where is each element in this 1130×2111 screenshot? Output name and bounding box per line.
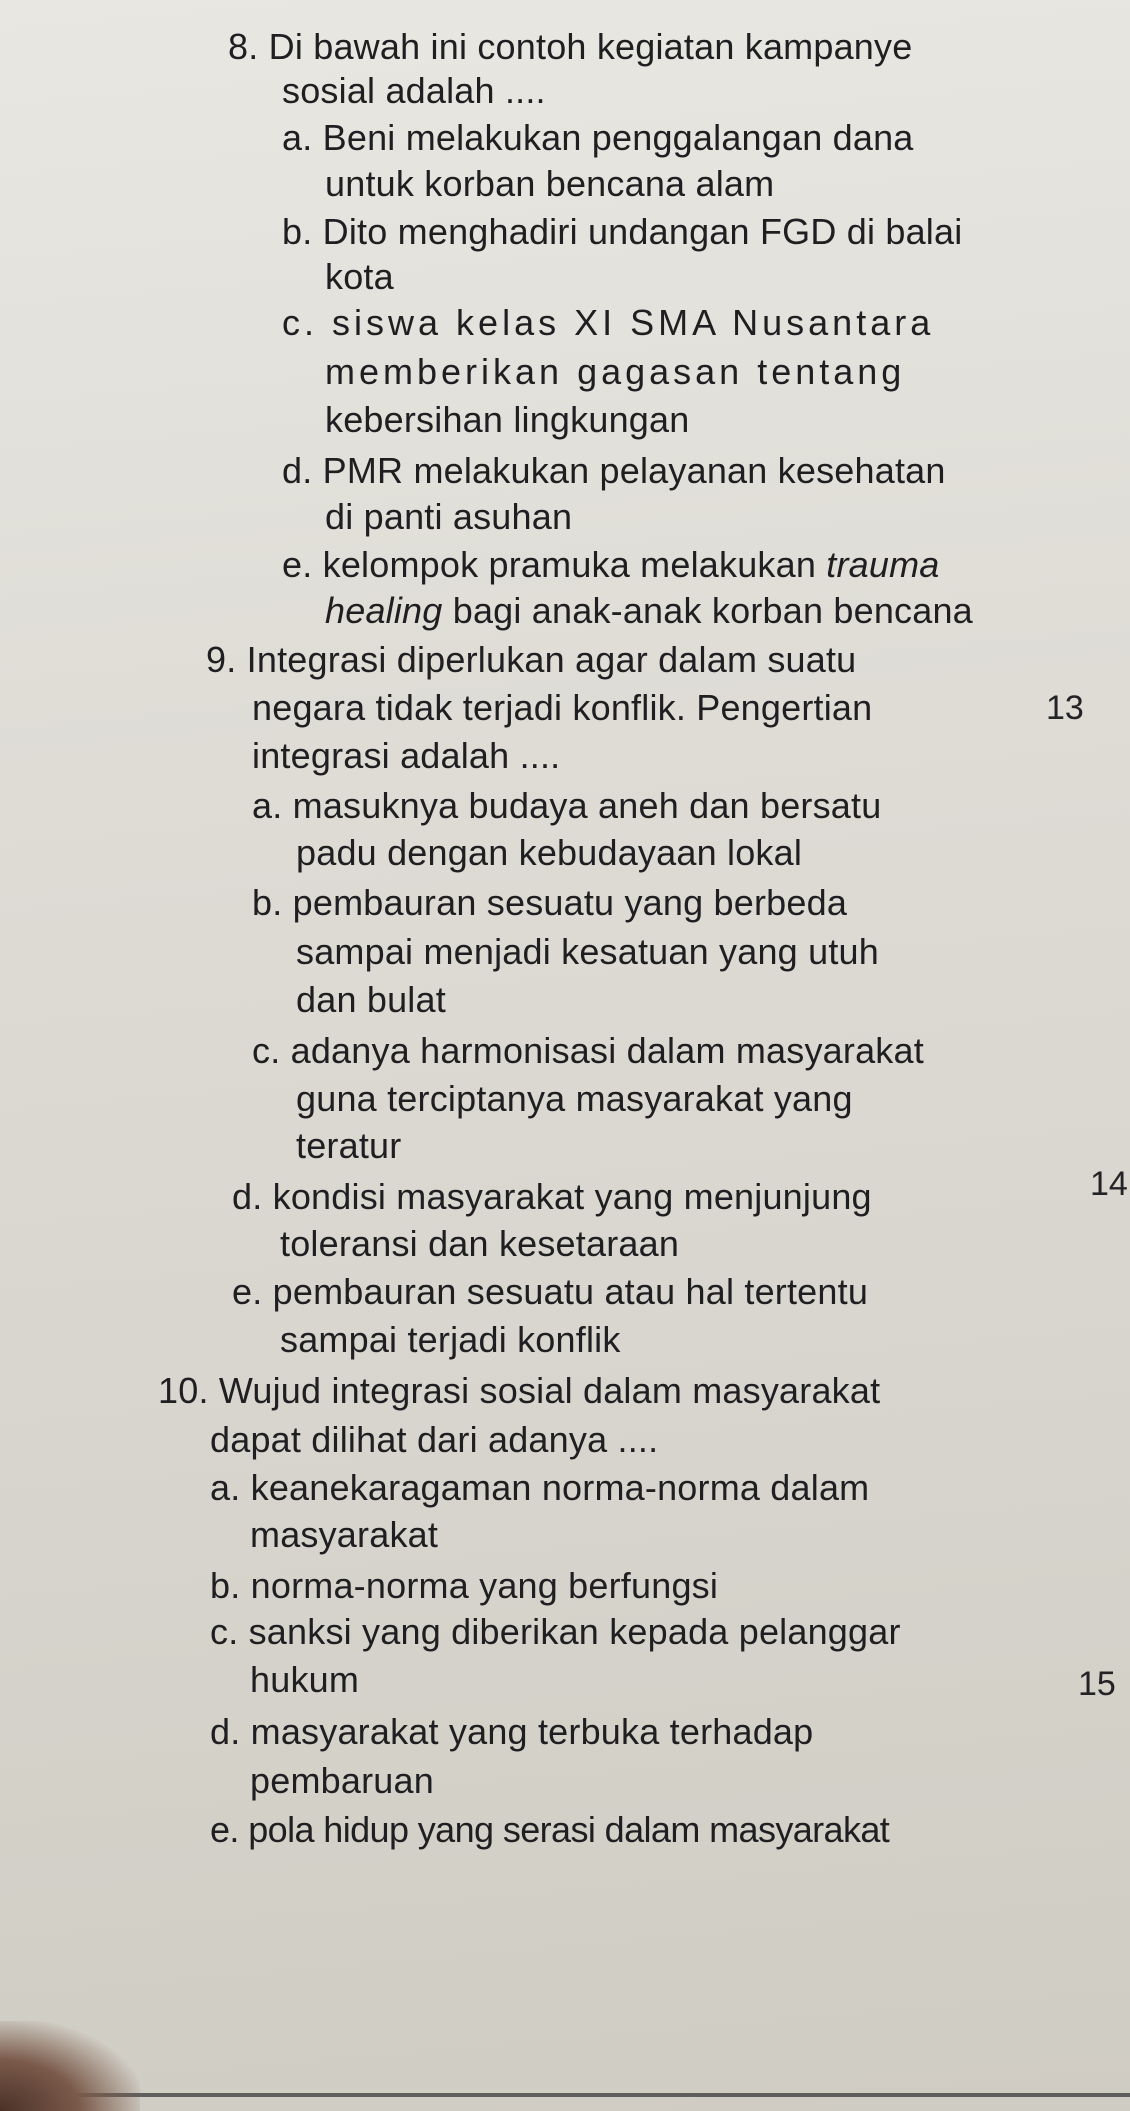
q10-option-a-text-1: keanekaragaman norma-norma dalam	[250, 1467, 870, 1508]
q9-option-e-line-1	[232, 1272, 868, 1312]
q8-option-d-label: d.	[282, 450, 313, 491]
q10-option-b-text-1: norma-norma yang berfungsi	[250, 1565, 719, 1606]
q8-option-b-line-2: kota	[325, 256, 394, 297]
page-bottom-edge	[0, 2093, 1130, 2097]
q9-option-c-label: c.	[252, 1030, 281, 1071]
q10-option-b-line-1	[210, 1566, 718, 1606]
q9-option-d-text-1: kondisi masyarakat yang menjunjung	[272, 1176, 872, 1217]
q8-option-d-line-1	[282, 451, 946, 491]
q10-option-a-line-2: masyarakat	[250, 1514, 439, 1555]
margin-number-15: 15	[1078, 1665, 1116, 1703]
q10-option-a-line-1	[210, 1468, 869, 1508]
q9-option-c-line-1	[252, 1031, 924, 1071]
q8-option-c-line-2: memberikan gagasan tentang	[325, 351, 906, 392]
q8-option-b-line-1	[282, 212, 962, 252]
q8-option-c-label: c.	[282, 302, 319, 343]
q10-option-e-line-1	[210, 1810, 889, 1850]
margin-number-14: 14	[1090, 1165, 1128, 1203]
q9-option-a-line-1	[252, 786, 881, 826]
q10-option-d-line-2: pembaruan	[250, 1760, 434, 1801]
q9-stem-line-3: integrasi adalah ....	[252, 735, 561, 776]
q8-option-e-italic-1: trauma	[826, 544, 940, 585]
q9-stem-line-1	[206, 640, 856, 680]
q8-option-e-line-1	[282, 545, 940, 585]
q10-stem-line-1	[158, 1371, 880, 1411]
q9-option-e-label: e.	[232, 1271, 263, 1312]
q8-option-a-line-2: untuk korban bencana alam	[325, 163, 775, 204]
q8-option-a-label: a.	[282, 117, 313, 158]
q10-option-b-label: b.	[210, 1565, 241, 1606]
q9-option-c-line-2: guna terciptanya masyarakat yang	[296, 1078, 853, 1119]
q8-stem-line-1	[228, 27, 912, 67]
q8-option-b-text-1: Dito menghadiri undangan FGD di balai	[322, 211, 963, 252]
q8-stem-text-1: Di bawah ini contoh kegiatan kampanye	[268, 26, 913, 67]
q10-number: 10.	[158, 1370, 209, 1411]
q10-stem-line-2: dapat dilihat dari adanya ....	[210, 1419, 659, 1460]
q9-option-d-line-2: toleransi dan kesetaraan	[280, 1223, 680, 1264]
q10-option-c-text-1: sanksi yang diberikan kepada pelanggar	[248, 1611, 901, 1652]
q10-option-c-line-1	[210, 1612, 901, 1652]
q8-option-d-line-2: di panti asuhan	[325, 496, 573, 537]
q8-number: 8.	[228, 26, 259, 67]
q9-option-b-label: b.	[252, 882, 283, 923]
q9-number: 9.	[206, 639, 237, 680]
q8-option-c-line-1	[282, 303, 934, 343]
q8-option-e-italic-2: healing	[325, 590, 443, 631]
q8-stem-line-2: sosial adalah ....	[282, 70, 546, 111]
q9-stem-line-2: negara tidak terjadi konflik. Pengertian	[252, 687, 873, 728]
q8-option-d-text-1: PMR melakukan pelayanan kesehatan	[322, 450, 946, 491]
q8-option-a-line-1	[282, 118, 914, 158]
q9-option-d-line-1	[232, 1177, 872, 1217]
q9-option-a-label: a.	[252, 785, 283, 826]
q10-option-d-text-1: masyarakat yang terbuka terhadap	[250, 1711, 814, 1752]
q8-option-e-text-1: kelompok pramuka melakukan	[322, 544, 827, 585]
q8-option-c-text-1: siswa kelas XI SMA Nusantara	[332, 302, 935, 343]
q10-option-c-label: c.	[210, 1611, 239, 1652]
q9-option-b-line-3: dan bulat	[296, 979, 446, 1020]
q10-option-d-line-1	[210, 1712, 813, 1752]
q9-option-b-line-2: sampai menjadi kesatuan yang utuh	[296, 931, 879, 972]
q9-stem-text-1: Integrasi diperlukan agar dalam suatu	[246, 639, 857, 680]
q9-option-c-line-3: teratur	[296, 1125, 402, 1166]
q9-option-d-label: d.	[232, 1176, 263, 1217]
q8-option-a-text-1: Beni melakukan penggalangan dana	[322, 117, 914, 158]
q10-option-a-label: a.	[210, 1467, 241, 1508]
q8-option-e-label: e.	[282, 544, 313, 585]
q10-option-c-line-2: hukum	[250, 1659, 360, 1700]
q8-option-e-line-2	[325, 591, 973, 631]
q10-option-d-label: d.	[210, 1711, 241, 1752]
finger-shadow	[0, 2021, 140, 2111]
q9-option-b-line-1	[252, 883, 847, 923]
q9-option-a-line-2: padu dengan kebudayaan lokal	[296, 832, 803, 873]
q10-option-e-text-1: pola hidup yang serasi dalam masyarakat	[248, 1809, 890, 1850]
q9-option-e-text-1: pembauran sesuatu atau hal tertentu	[272, 1271, 869, 1312]
q9-option-b-text-1: pembauran sesuatu yang berbeda	[292, 882, 848, 923]
margin-number-13: 13	[1046, 689, 1084, 727]
q8-option-e-text-2: bagi anak-anak korban bencana	[442, 590, 973, 631]
q9-option-a-text-1: masuknya budaya aneh dan bersatu	[292, 785, 882, 826]
q8-option-c-line-3: kebersihan lingkungan	[325, 399, 690, 440]
q8-option-b-label: b.	[282, 211, 313, 252]
q9-option-e-line-2: sampai terjadi konflik	[280, 1319, 621, 1360]
q9-option-c-text-1: adanya harmonisasi dalam masyarakat	[290, 1030, 924, 1071]
q10-option-e-label: e.	[210, 1809, 239, 1850]
q10-stem-text-1: Wujud integrasi sosial dalam masyarakat	[218, 1370, 881, 1411]
